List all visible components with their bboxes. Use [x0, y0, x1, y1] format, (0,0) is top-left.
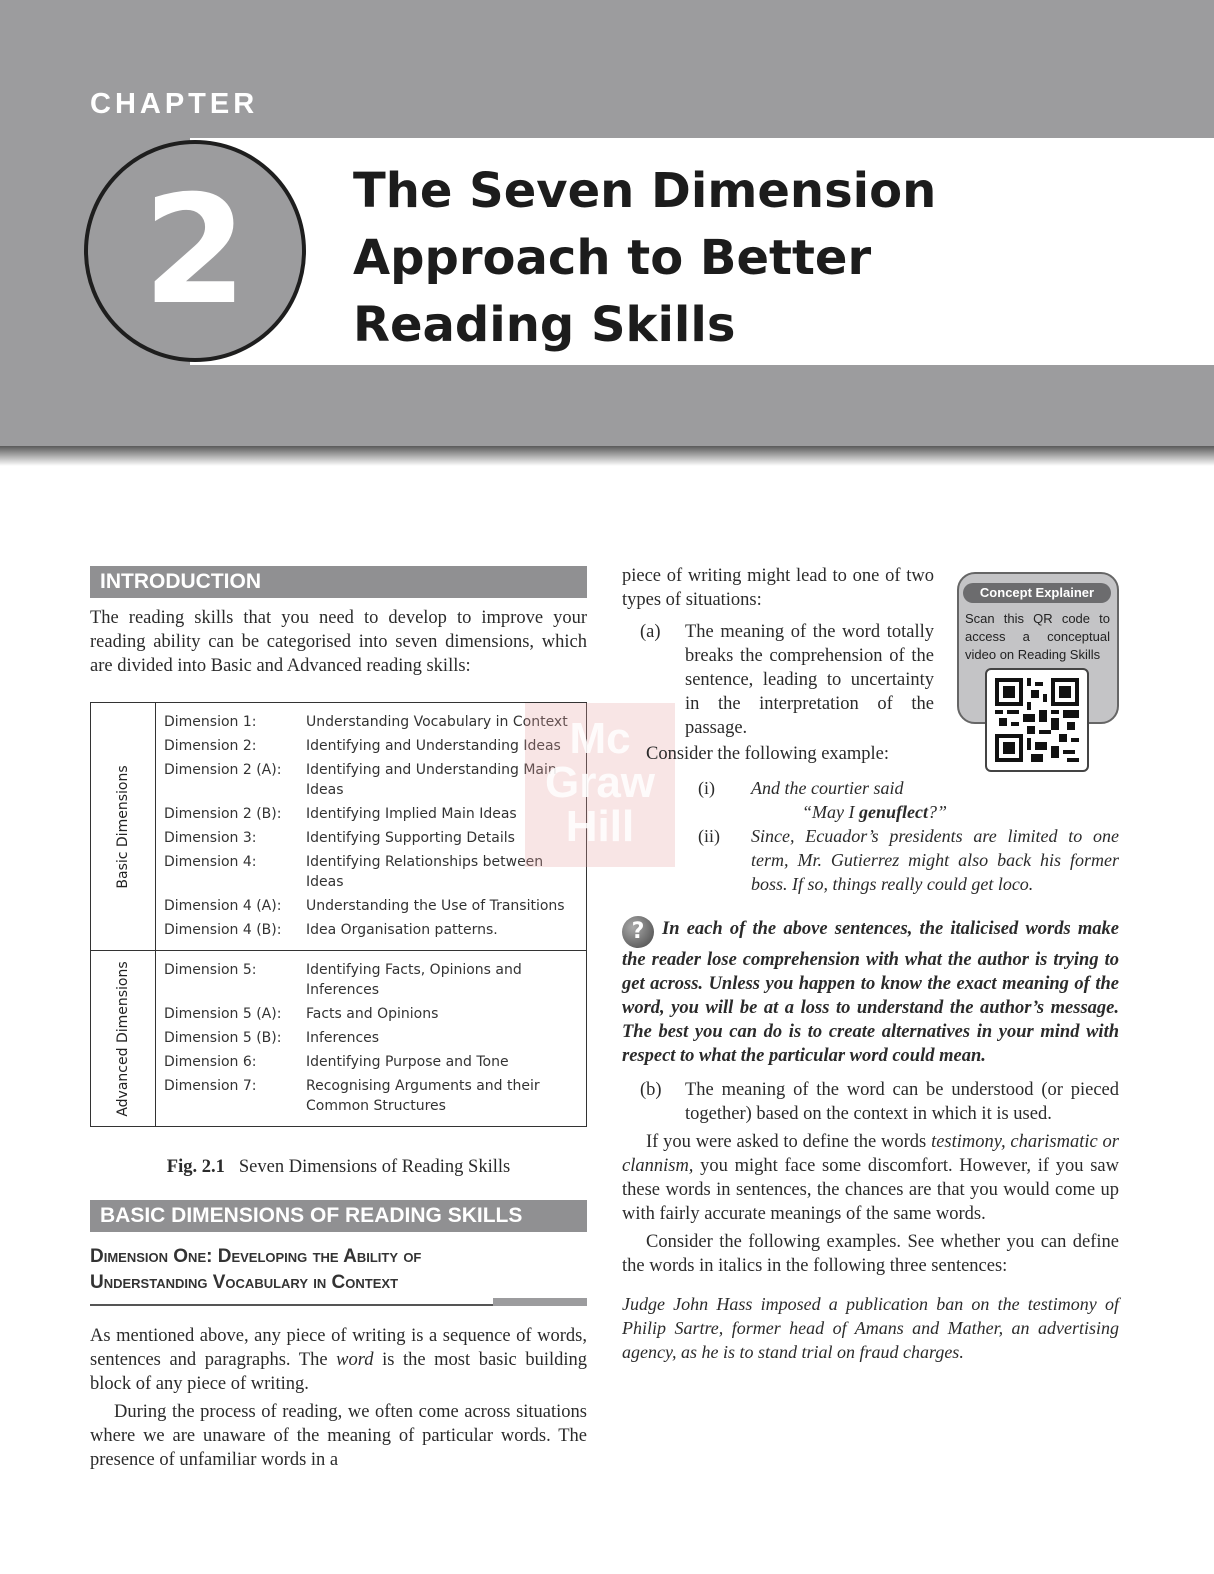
table-row: Dimension 5 (B): Inferences [164, 1030, 380, 1046]
heading-rule [90, 1304, 587, 1314]
body-paragraph: If you were asked to define the words testimony, charismatic or clannism, you might face some discomfort. However, if you saw these words in sentences, the chances are that you would come up with fairly accurate meanings of the same words. [622, 1132, 1119, 1224]
figure-text: Seven Dimensions of Reading Skills [238, 1157, 511, 1177]
figure-caption [90, 1157, 587, 1178]
concept-explainer-label: Concept Explainer [963, 583, 1111, 603]
table-row: Dimension 1: Understanding Vocabulary in Context [164, 714, 568, 730]
left-column [90, 566, 656, 1472]
example-paragraph: Judge John Hass imposed a publication ban on the testimony of Philip Sartre, former head of Amans and Mather, an advertising agency, as he is to stand trial on fraud charges. [622, 1294, 1119, 1362]
continuation-text: piece of writing might lead to one of two types of situations: [622, 566, 934, 610]
group-label: Advanced Dimensions [115, 960, 131, 1117]
body-paragraph: During the process of reading, we often come across situations where we are unaware of the meaning of particular words. The presence of unfamiliar words in a [90, 1402, 587, 1470]
table-row: Dimension 2: Identifying and Understanding Ideas [164, 738, 561, 754]
table-row: Dimension 4 (B): Idea Organisation patterns. [164, 922, 498, 938]
table-row: Dimension 4 (A): Understanding the Use of Transitions [164, 898, 565, 914]
table-row: Dimension 7: Recognising Arguments and their Common Structures [164, 1078, 540, 1114]
chapter-label: CHAPTER [90, 88, 259, 120]
figure-label: Fig. 2.1 [166, 1157, 225, 1177]
body-paragraph: Consider the following examples. See whether you can define the words in italics in the following three sentences: [622, 1232, 1119, 1276]
example-item: (ii) Since, Ecuador’s presidents are limited to one term, Mr. Gutierrez might also back his former boss. If so, things really could get loco. [698, 826, 1119, 894]
table-row: Dimension 5: Identifying Facts, Opinions and Inferences [164, 962, 522, 998]
header-shadow [0, 446, 1214, 466]
advanced-dimensions-group [91, 950, 586, 1126]
body-paragraph: Consider the following example: [646, 744, 890, 764]
right-column [622, 564, 1119, 1364]
question-icon: ? [622, 916, 654, 948]
introduction-heading: INTRODUCTION [90, 566, 587, 598]
table-row: Dimension 2 (A): Identifying and Understanding Main Ideas [164, 762, 557, 798]
chapter-title-line: The Seven Dimension [353, 163, 937, 219]
chapter-title-line: Reading Skills [353, 297, 736, 353]
concept-explainer-text: Scan this QR code to access a conceptual video on Reading Skills [965, 611, 1110, 662]
table-row: Dimension 3: Identifying Supporting Details [164, 830, 515, 846]
introduction-text: The reading skills that you need to develop to improve your reading ability can be categorised into seven dimensions, which are divided into Basic and Advanced reading skills: [90, 608, 587, 676]
basic-dimensions-group [91, 703, 586, 950]
dimensions-table [90, 702, 656, 1127]
example-quote: “May I genuflect?” [802, 802, 948, 822]
chapter-number: 2 [142, 164, 248, 338]
table-row: Dimension 4: Identifying Relationships between Ideas [164, 854, 544, 890]
basic-dimensions-heading: BASIC DIMENSIONS OF READING SKILLS [90, 1200, 587, 1232]
list-item: (b) The meaning of the word can be understood (or pieced together) based on the context in which it is used. [640, 1080, 1119, 1124]
example-item: (i) And the courtier said [698, 778, 904, 798]
group-label: Basic Dimensions [115, 764, 131, 889]
chapter-title-line: Approach to Better [353, 230, 872, 286]
group-label-cell [91, 703, 156, 950]
group-label-cell [91, 951, 156, 1126]
publisher-watermark: Mc Graw Hill [525, 703, 675, 867]
table-row: Dimension 2 (B): Identifying Implied Main Ideas [164, 806, 517, 822]
chapter-title [353, 158, 1153, 359]
dimension-one-heading: Dimension One: Developing the Ability of Understanding Vocabulary in Context [90, 1246, 422, 1293]
callout-paragraph: ? In each of the above sentences, the italicised words make the reader lose comprehension with what the author is trying to get across. Unless you happen to know the exact meaning of the word, you will be at a loss to understand the author’s message. The best you can do is to create alternatives in your mind with respect to what the particular word could mean. [622, 916, 1119, 1068]
list-item: (a) The meaning of the word totally breaks the comprehension of the sentence, leading to uncertainty in the interpretation of the passage. [640, 622, 934, 738]
body-paragraph: As mentioned above, any piece of writing is a sequence of words, sentences and paragraphs. The word is the most basic building block of any piece of writing. [90, 1326, 587, 1394]
table-row: Dimension 6: Identifying Purpose and Tone [164, 1054, 509, 1070]
table-row: Dimension 5 (A): Facts and Opinions [164, 1006, 439, 1022]
